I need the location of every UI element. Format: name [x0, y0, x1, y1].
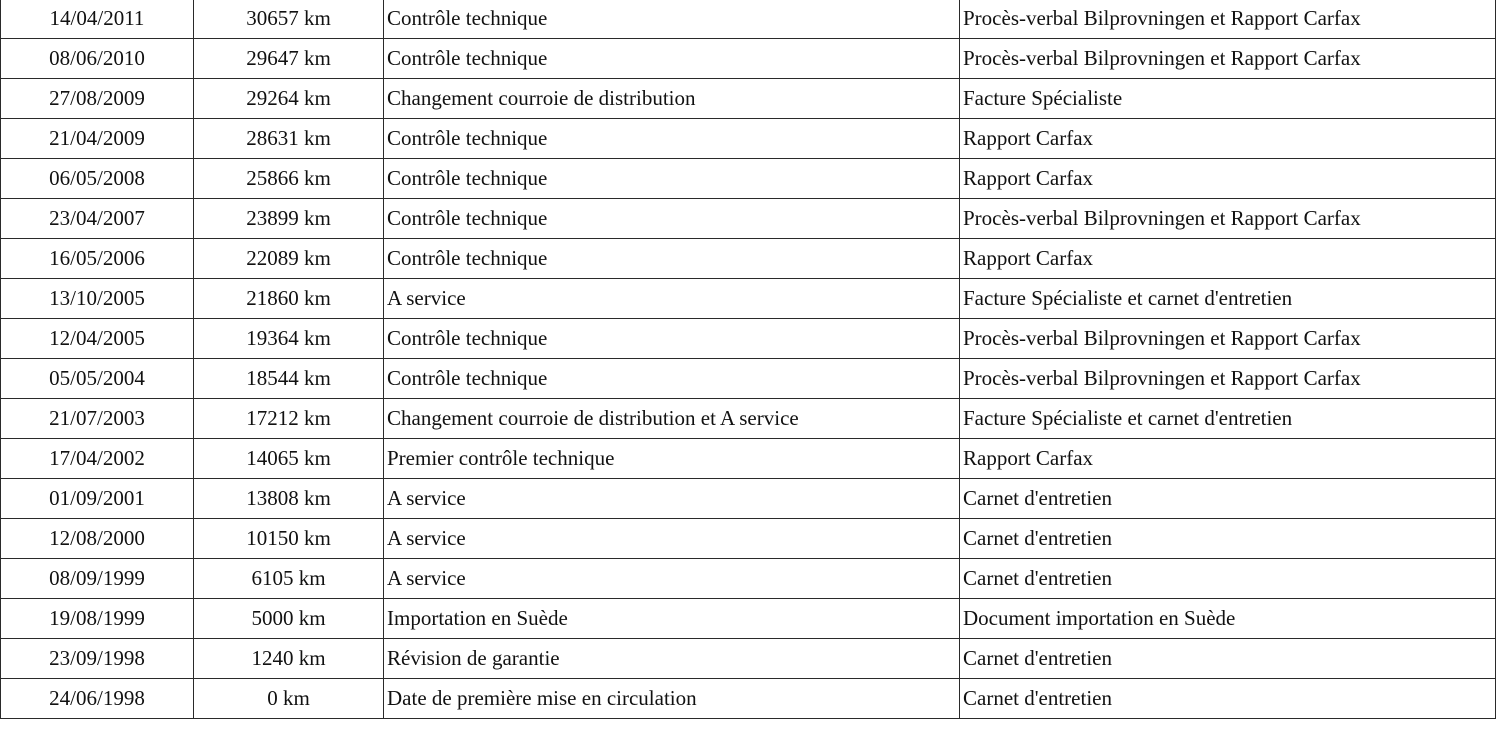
mileage-cell: 28631 km: [194, 119, 384, 159]
date-cell: 14/04/2011: [1, 0, 194, 39]
document-cell: Procès-verbal Bilprovningen et Rapport Carfax: [960, 319, 1496, 359]
document-cell: Procès-verbal Bilprovningen et Rapport Carfax: [960, 359, 1496, 399]
operation-cell: Contrôle technique: [384, 0, 960, 39]
date-cell: 12/08/2000: [1, 519, 194, 559]
date-cell: 12/04/2005: [1, 319, 194, 359]
table-row: [1, 399, 1496, 439]
operation-cell: Importation en Suède: [384, 599, 960, 639]
document-cell: Rapport Carfax: [960, 159, 1496, 199]
table-row: [1, 639, 1496, 679]
mileage-cell: 13808 km: [194, 479, 384, 519]
date-cell: 21/04/2009: [1, 119, 194, 159]
table-body: [1, 0, 1496, 719]
mileage-cell: 1240 km: [194, 639, 384, 679]
document-cell: Rapport Carfax: [960, 119, 1496, 159]
table-row: [1, 559, 1496, 599]
date-cell: 23/09/1998: [1, 639, 194, 679]
mileage-cell: 10150 km: [194, 519, 384, 559]
document-cell: Rapport Carfax: [960, 439, 1496, 479]
operation-cell: A service: [384, 479, 960, 519]
date-cell: 16/05/2006: [1, 239, 194, 279]
operation-cell: A service: [384, 279, 960, 319]
table-row: [1, 479, 1496, 519]
operation-cell: Contrôle technique: [384, 199, 960, 239]
document-cell: Facture Spécialiste et carnet d'entretien: [960, 399, 1496, 439]
table-row: [1, 39, 1496, 79]
document-cell: Document importation en Suède: [960, 599, 1496, 639]
document-cell: Procès-verbal Bilprovningen et Rapport Carfax: [960, 0, 1496, 39]
operation-cell: A service: [384, 559, 960, 599]
operation-cell: Contrôle technique: [384, 239, 960, 279]
operation-cell: Date de première mise en circulation: [384, 679, 960, 719]
date-cell: 24/06/1998: [1, 679, 194, 719]
document-cell: Carnet d'entretien: [960, 559, 1496, 599]
table-row: [1, 279, 1496, 319]
mileage-cell: 18544 km: [194, 359, 384, 399]
operation-cell: Changement courroie de distribution et A service: [384, 399, 960, 439]
document-cell: Procès-verbal Bilprovningen et Rapport Carfax: [960, 39, 1496, 79]
document-cell: Facture Spécialiste et carnet d'entretien: [960, 279, 1496, 319]
operation-cell: Contrôle technique: [384, 359, 960, 399]
document-cell: Procès-verbal Bilprovningen et Rapport Carfax: [960, 199, 1496, 239]
operation-cell: Contrôle technique: [384, 119, 960, 159]
date-cell: 19/08/1999: [1, 599, 194, 639]
table-row: [1, 239, 1496, 279]
operation-cell: Révision de garantie: [384, 639, 960, 679]
operation-cell: Contrôle technique: [384, 39, 960, 79]
table-row: [1, 199, 1496, 239]
date-cell: 08/06/2010: [1, 39, 194, 79]
mileage-cell: 17212 km: [194, 399, 384, 439]
date-cell: 13/10/2005: [1, 279, 194, 319]
mileage-cell: 21860 km: [194, 279, 384, 319]
operation-cell: Contrôle technique: [384, 159, 960, 199]
table-row: [1, 359, 1496, 399]
date-cell: 05/05/2004: [1, 359, 194, 399]
table-row: [1, 79, 1496, 119]
document-cell: Carnet d'entretien: [960, 639, 1496, 679]
document-cell: Carnet d'entretien: [960, 479, 1496, 519]
document-cell: Rapport Carfax: [960, 239, 1496, 279]
table-row: [1, 319, 1496, 359]
table-row: [1, 679, 1496, 719]
mileage-cell: 6105 km: [194, 559, 384, 599]
mileage-cell: 14065 km: [194, 439, 384, 479]
mileage-cell: 5000 km: [194, 599, 384, 639]
mileage-cell: 29647 km: [194, 39, 384, 79]
document-cell: Carnet d'entretien: [960, 679, 1496, 719]
mileage-cell: 22089 km: [194, 239, 384, 279]
table-row: [1, 0, 1496, 39]
mileage-cell: 19364 km: [194, 319, 384, 359]
operation-cell: Changement courroie de distribution: [384, 79, 960, 119]
operation-cell: Premier contrôle technique: [384, 439, 960, 479]
date-cell: 08/09/1999: [1, 559, 194, 599]
document-cell: Carnet d'entretien: [960, 519, 1496, 559]
mileage-cell: 29264 km: [194, 79, 384, 119]
table-row: [1, 119, 1496, 159]
date-cell: 01/09/2001: [1, 479, 194, 519]
date-cell: 23/04/2007: [1, 199, 194, 239]
mileage-cell: 25866 km: [194, 159, 384, 199]
date-cell: 06/05/2008: [1, 159, 194, 199]
date-cell: 21/07/2003: [1, 399, 194, 439]
date-cell: 27/08/2009: [1, 79, 194, 119]
mileage-cell: 23899 km: [194, 199, 384, 239]
table-row: [1, 439, 1496, 479]
document-cell: Facture Spécialiste: [960, 79, 1496, 119]
mileage-cell: 30657 km: [194, 0, 384, 39]
table-row: [1, 519, 1496, 559]
date-cell: 17/04/2002: [1, 439, 194, 479]
operation-cell: Contrôle technique: [384, 319, 960, 359]
operation-cell: A service: [384, 519, 960, 559]
mileage-cell: 0 km: [194, 679, 384, 719]
table-row: [1, 159, 1496, 199]
table-row: [1, 599, 1496, 639]
